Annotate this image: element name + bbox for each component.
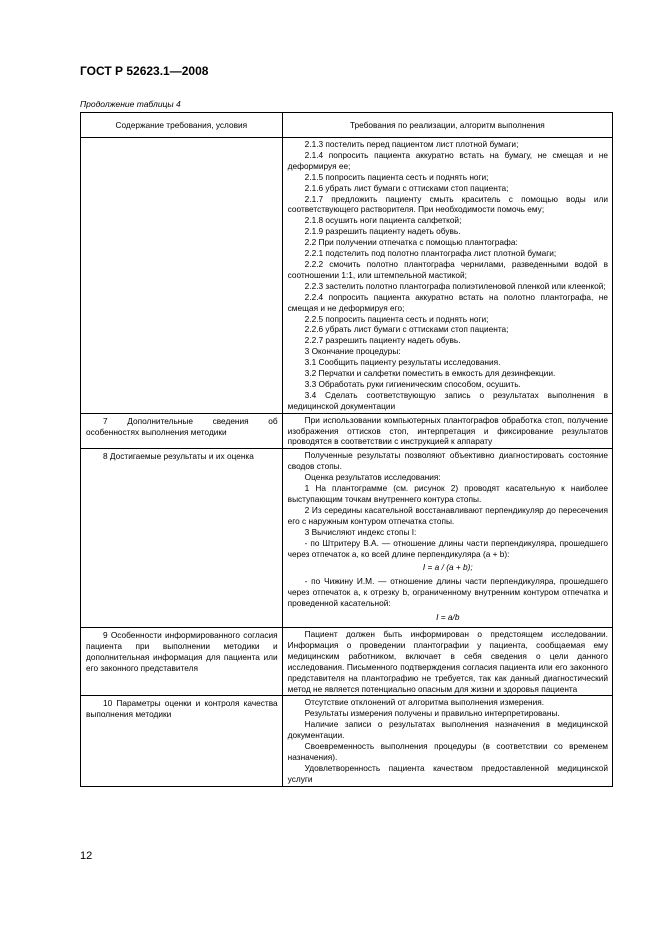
condition-cell	[81, 413, 283, 449]
requirement-cell	[282, 627, 612, 695]
formula-chizhin: I = a/b	[436, 612, 460, 623]
table-row	[81, 413, 613, 449]
algorithm-step: 2.1.4 попросить пациента аккуратно встать на бумагу, не смещая и не деформируя ее;	[287, 149, 608, 171]
algorithm-step: 2.1.3 постелить перед пациентом лист плотной бумаги;	[304, 139, 519, 149]
condition-text: 9 Особенности информированного согласия пациента при выполнении методики и дополнительная информация для пациента или его законного представителя	[86, 629, 278, 673]
algorithm-step: 2.2.2 смочить полотно плантографа чернилами, разведенными водой в соотношении 1:1, или штемпельной мастикой;	[287, 258, 608, 280]
algorithm-step: 2.2.3 застелить полотно плантографа полиэтиленовой пленкой или клеенкой;	[304, 280, 606, 291]
requirement-text: При использовании компьютерных плантографов обработка стоп, получение изображения оттисков стоп, интерпретация и фиксирование результатов проводятся в соответствии с инструкцией к аппарату	[287, 414, 608, 447]
requirement-text: Пациент должен быть информирован о предстоящем исследовании. Информация о проведении плантографии у пациента, сообщаемая ему медицинским работником, включает в себя сведения о цели данного исследования. Письменного подтверждения согласия пациента или его законного представителя на плантографию не требуется, так как данный диагностический метод не является потенциально опасным для жизни и здоровья пациента	[287, 628, 608, 694]
algorithm-step: 2.2.5 попросить пациента сесть и поднять ноги;	[304, 313, 489, 324]
table-row	[81, 627, 613, 695]
algorithm-cell	[282, 138, 612, 414]
algorithm-step: 3.3 Обработать руки гигиеническим способом, осушить.	[304, 378, 521, 389]
requirement-text: Оценка результатов исследования:	[304, 472, 441, 483]
algorithm-step: 2.2.4 попросить пациента аккуратно встать на полотно плантографа, не смещая и не деформируя его;	[287, 291, 608, 313]
requirement-text: Наличие записи о результатах выполнения назначения в медицинской документации.	[287, 719, 608, 741]
condition-text: 7 Дополнительные сведения об особенностях выполнения методики	[86, 415, 278, 437]
requirement-text: 1 На плантограмме (см. рисунок 2) проводят касательную к наиболее выступающим точкам внутреннего контура стопы.	[287, 483, 608, 504]
condition-text: 10 Параметры оценки и контроля качества выполнения методики	[86, 698, 278, 720]
requirement-text: Результаты измерения получены и правильно интерпретированы.	[304, 708, 560, 719]
requirement-cell	[282, 413, 612, 449]
formula-strieter: I = a / (a + b);	[422, 562, 473, 573]
page-number: 12	[80, 850, 93, 862]
algorithm-step: 2.2.6 убрать лист бумаги с оттисками стоп пациента;	[304, 324, 509, 335]
algorithm-step: 3 Окончание процедуры:	[304, 346, 401, 357]
algorithm-step: 3.4 Сделать соответствующую запись о результатах выполнения в медицинской документации	[287, 389, 608, 411]
requirement-text: - по Чижину И.М. — отношение длины части перпендикуляра, прошедшего через отпечаток а, к отрезку b, ограниченному внутренним контуром отпечатка и проведенной касательной:	[287, 576, 608, 609]
column-header-conditions: Содержание требования, условия	[81, 113, 283, 138]
table-caption: Продолжение таблицы 4	[80, 99, 181, 109]
algorithm-step: 2.1.7 предложить пациенту смыть краситель с помощью воды или соответствующего растворителя. При необходимости помочь ему;	[287, 193, 608, 215]
algorithm-step: 3.2 Перчатки и салфетки поместить в емкость для дезинфекции.	[304, 368, 556, 379]
requirement-text: Удовлетворенность пациента качеством предоставленной медицинской услуги	[287, 762, 608, 784]
requirement-text: 3 Вычисляют индекс стопы I:	[304, 526, 417, 537]
algorithm-step: 2.1.9 разрешить пациенту надеть обувь.	[304, 226, 461, 237]
condition-text: 8 Достигаемые результаты и их оценка	[103, 451, 254, 462]
table-row	[81, 449, 613, 628]
requirement-text: Полученные результаты позволяют объективно диагностировать состояние сводов стопы.	[287, 450, 608, 472]
condition-cell	[81, 627, 283, 695]
requirement-text: 2 Из середины касательной восстанавливают перпендикуляр до пересечения его с наружным контуром отпечатка стопы.	[287, 504, 608, 526]
table-header-row	[81, 113, 613, 138]
algorithm-step: 2.2.1 подстелить под полотно плантографа лист плотной бумаги;	[304, 248, 557, 259]
requirement-text: - по Штритеру В.А. — отношение длины части перпендикуляра, прошедшего через отпечаток а, ко всей длине перпендикуляра (а + b):	[287, 537, 608, 559]
algorithm-step: 2.2.7 разрешить пациенту надеть обувь.	[304, 335, 461, 346]
algorithm-step: 3.1 Сообщить пациенту результаты исследования.	[304, 357, 501, 368]
column-header-requirements: Требования по реализации, алгоритм выполнения	[282, 113, 612, 138]
condition-cell	[81, 449, 283, 628]
requirement-cell	[282, 449, 612, 628]
requirement-text: Отсутствие отклонений от алгоритма выполнения измерения.	[304, 697, 545, 708]
algorithm-step: 2.2 При получении отпечатка с помощью плантографа:	[304, 237, 518, 248]
table-row	[81, 138, 613, 414]
table-row	[81, 696, 613, 786]
algorithm-step: 2.1.6 убрать лист бумаги с оттисками стоп пациента;	[304, 182, 509, 193]
document-header: ГОСТ Р 52623.1—2008	[80, 64, 209, 78]
requirement-text: Своевременность выполнения процедуры (в соответствии со временем назначения).	[287, 741, 608, 762]
algorithm-step: 2.1.8 осушить ноги пациента салфеткой;	[304, 215, 462, 226]
condition-cell-empty	[81, 138, 283, 414]
requirement-cell	[282, 696, 612, 786]
condition-cell	[81, 696, 283, 786]
requirements-table	[80, 112, 613, 787]
algorithm-step: 2.1.5 попросить пациента сесть и поднять ноги;	[304, 171, 489, 182]
